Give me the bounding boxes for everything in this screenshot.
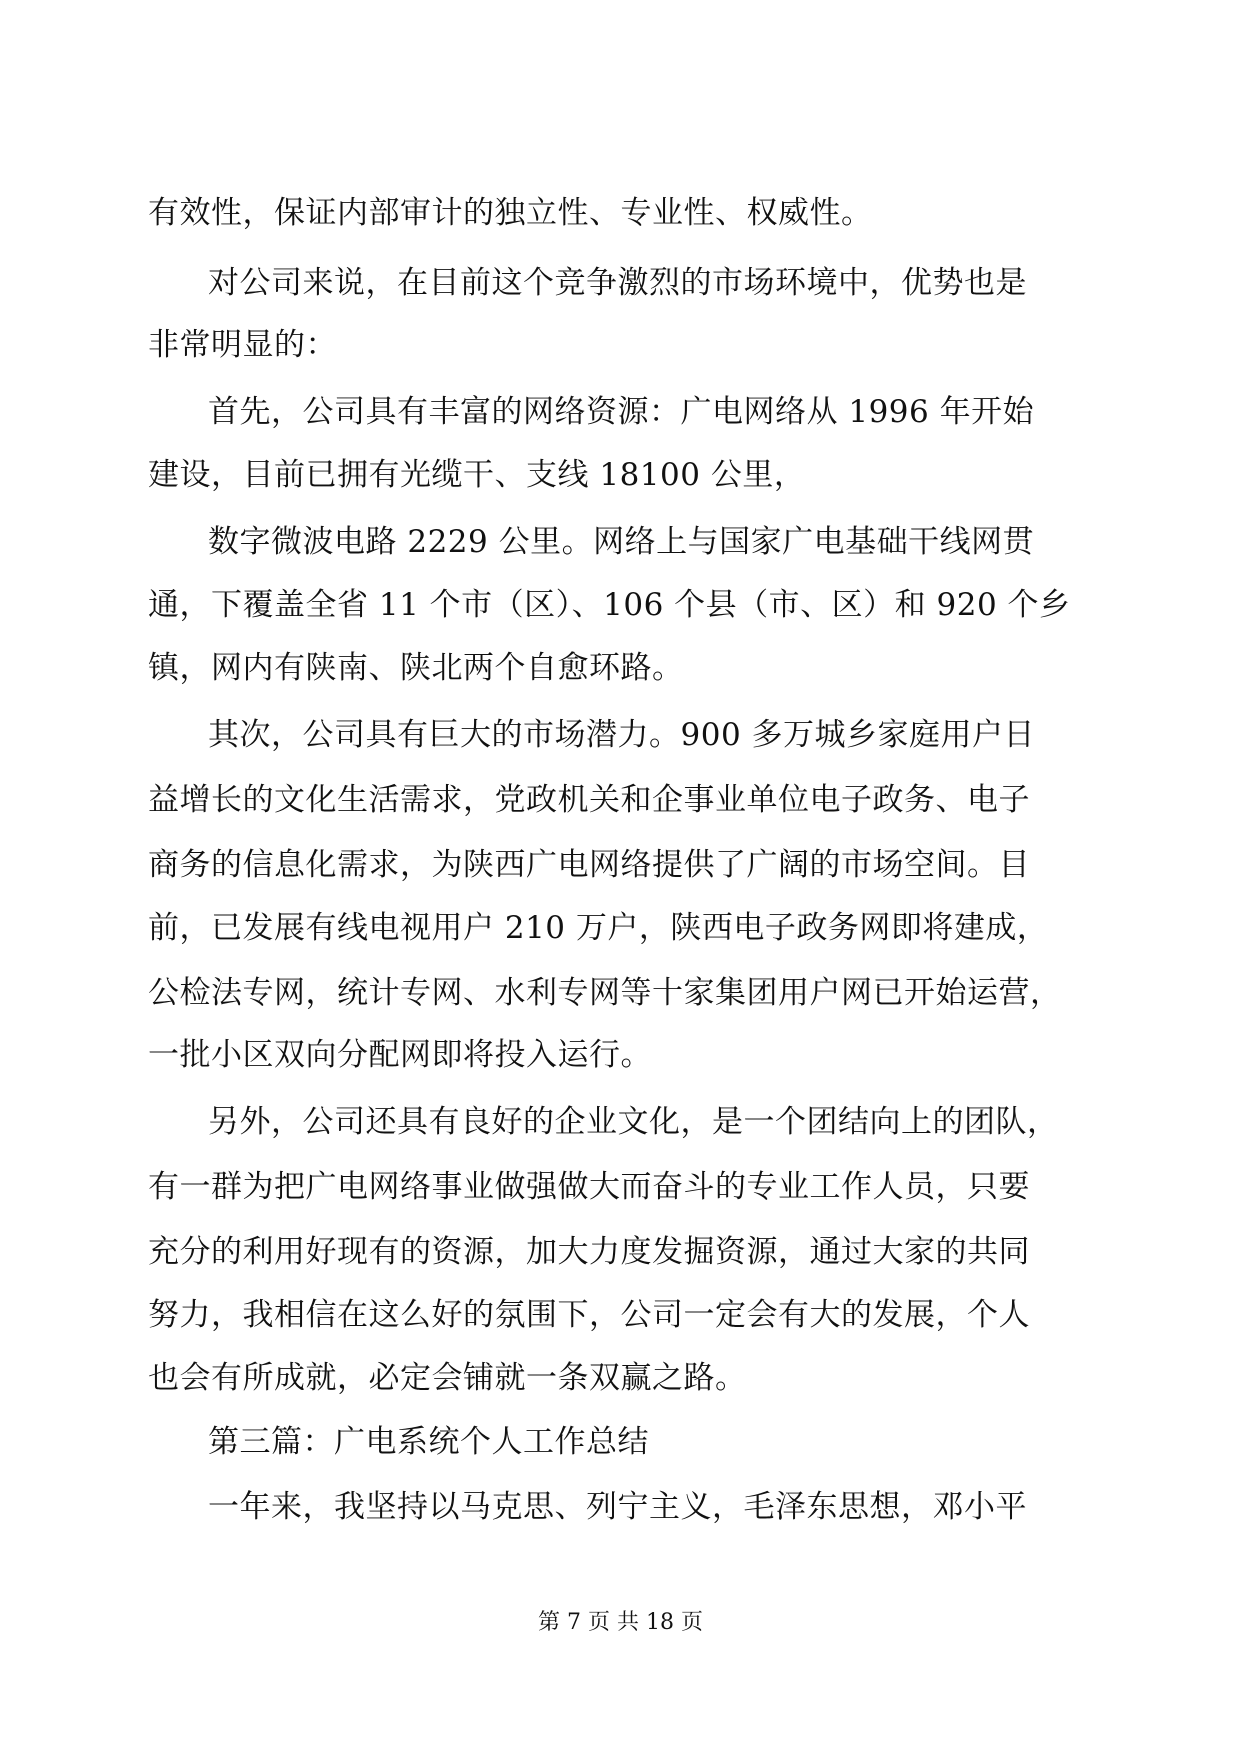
text-line: 其次，公司具有巨大的市场潜力。900 多万城乡家庭用户日 <box>208 717 1036 753</box>
text-line: 首先，公司具有丰富的网络资源：广电网络从 1996 年开始 <box>208 394 1035 430</box>
text-line: 通，下覆盖全省 11 个市（区）、106 个县（市、区）和 920 个乡 <box>148 587 1071 623</box>
text-line: 另外，公司还具有良好的企业文化，是一个团结向上的团队， <box>208 1104 1059 1140</box>
text-line: 非常明显的： <box>148 327 337 363</box>
text-line: 有一群为把广电网络事业做强做大而奋斗的专业工作人员，只要 <box>148 1169 1030 1205</box>
section-heading: 第三篇：广电系统个人工作总结 <box>208 1424 649 1460</box>
text-line: 一批小区双向分配网即将投入运行。 <box>148 1037 652 1073</box>
text-line: 益增长的文化生活需求，党政机关和企事业单位电子政务、电子 <box>148 782 1030 818</box>
text-line: 一年来，我坚持以马克思、列宁主义，毛泽东思想，邓小平 <box>208 1489 1027 1525</box>
text-line: 有效性，保证内部审计的独立性、专业性、权威性。 <box>148 195 873 231</box>
text-line: 前，已发展有线电视用户 210 万户，陕西电子政务网即将建成， <box>148 910 1049 946</box>
text-line: 充分的利用好现有的资源，加大力度发掘资源，通过大家的共同 <box>148 1234 1030 1270</box>
text-line: 镇，网内有陕南、陕北两个自愈环路。 <box>148 650 684 686</box>
text-line: 商务的信息化需求，为陕西广电网络提供了广阔的市场空间。目 <box>148 847 1030 883</box>
text-line: 数字微波电路 2229 公里。网络上与国家广电基础干线网贯 <box>208 524 1035 560</box>
text-line: 建设，目前已拥有光缆干、支线 18100 公里， <box>148 457 806 493</box>
text-line: 也会有所成就，必定会铺就一条双赢之路。 <box>148 1360 747 1396</box>
text-line: 对公司来说，在目前这个竞争激烈的市场环境中，优势也是 <box>208 265 1027 301</box>
text-line: 努力，我相信在这么好的氛围下，公司一定会有大的发展，个人 <box>148 1297 1030 1333</box>
text-line: 公检法专网，统计专网、水利专网等十家集团用户网已开始运营， <box>148 975 1062 1011</box>
page-footer: 第 7 页 共 18 页 <box>538 1610 703 1635</box>
